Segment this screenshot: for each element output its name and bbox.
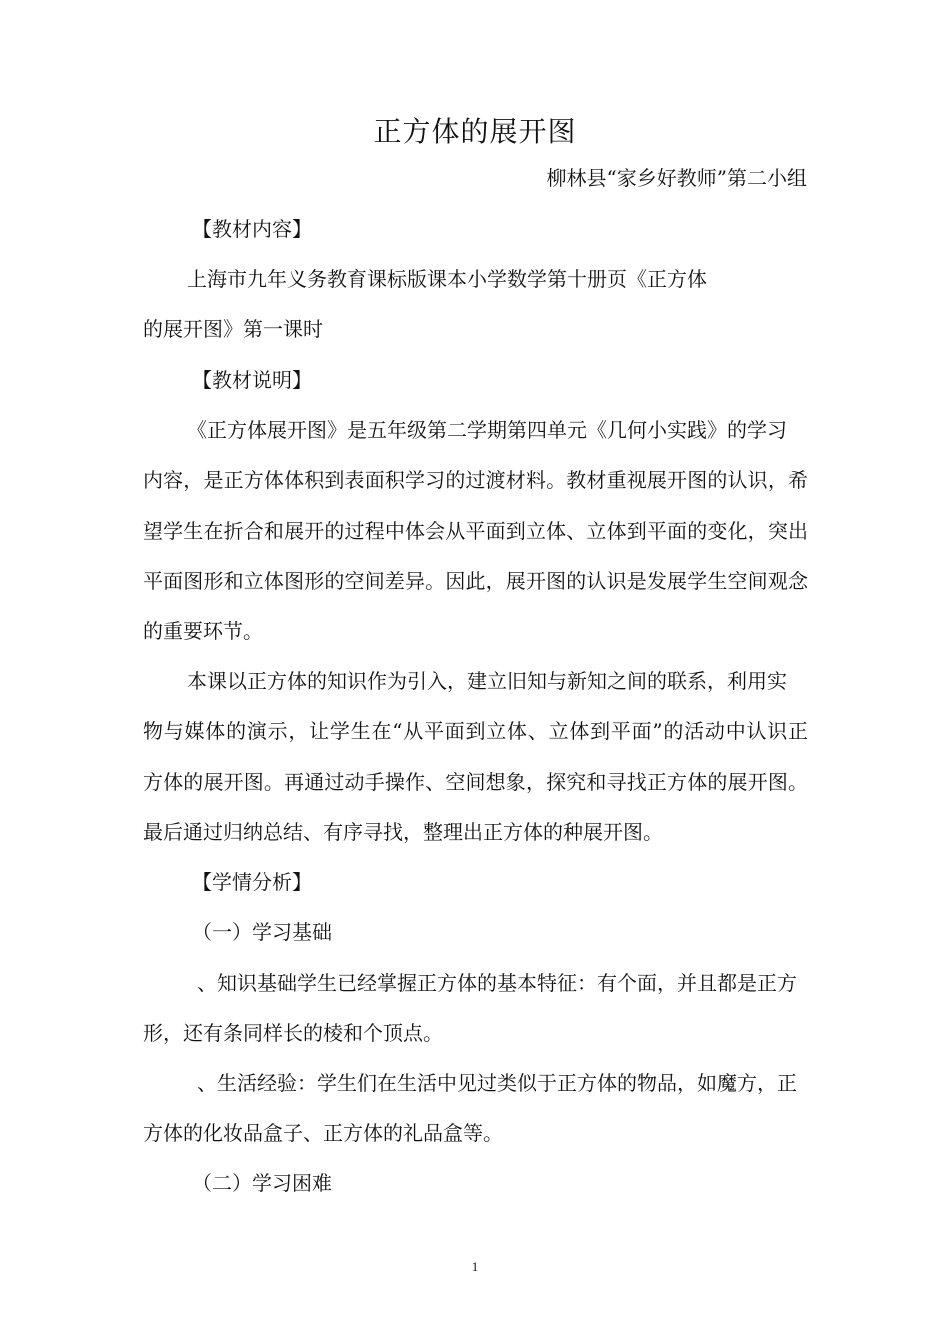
paragraph-line: 本课以正方体的知识作为引入，建立旧知与新知之间的联系，利用实 [187, 669, 787, 693]
paragraph-line: 上海市九年义务教育课标版课本小学数学第十册页《正方体 [187, 267, 707, 291]
paragraph-line: 方体的化妆品盒子、正方体的礼品盒等。 [143, 1121, 503, 1145]
paragraph-line: 物与媒体的演示，让学生在“从平面到立体、立体到平面”的活动中认识正 [143, 719, 808, 743]
subsection-heading: （二）学习困难 [192, 1171, 332, 1195]
subsection-heading: （一）学习基础 [192, 920, 332, 944]
section-heading-analysis: 【学情分析】 [192, 870, 312, 894]
paragraph-line: 最后通过归纳总结、有序寻找，整理出正方体的种展开图。 [143, 820, 663, 844]
paragraph-line: 望学生在折合和展开的过程中体会从平面到立体、立体到平面的变化，突出 [143, 519, 808, 543]
document-title: 正方体的展开图 [373, 115, 577, 148]
paragraph-line: 的展开图》第一课时 [143, 317, 323, 341]
section-heading-explain: 【教材说明】 [192, 368, 312, 392]
section-heading-content: 【教材内容】 [192, 217, 312, 241]
paragraph-line: 的重要环节。 [143, 619, 263, 643]
paragraph-line: 方体的展开图。再通过动手操作、空间想象，探究和寻找正方体的展开图。 [143, 770, 808, 794]
paragraph-line: 内容，是正方体体积到表面积学习的过渡材料。教材重视展开图的认识，希 [143, 468, 808, 492]
paragraph-line: 形，还有条同样长的棱和个顶点。 [143, 1021, 443, 1045]
page-number: 1 [471, 1259, 479, 1274]
paragraph-line: 《正方体展开图》是五年级第二学期第四单元《几何小实践》的学习 [187, 418, 787, 442]
paragraph-line: 、知识基础学生已经掌握正方体的基本特征：有个面，并且都是正方 [197, 971, 797, 995]
document-author: 柳林县“家乡好教师”第二小组 [546, 166, 807, 190]
paragraph-line: 平面图形和立体图形的空间差异。因此，展开图的认识是发展学生空间观念 [143, 569, 808, 593]
paragraph-line: 、生活经验：学生们在生活中见过类似于正方体的物品，如魔方，正 [197, 1071, 797, 1095]
